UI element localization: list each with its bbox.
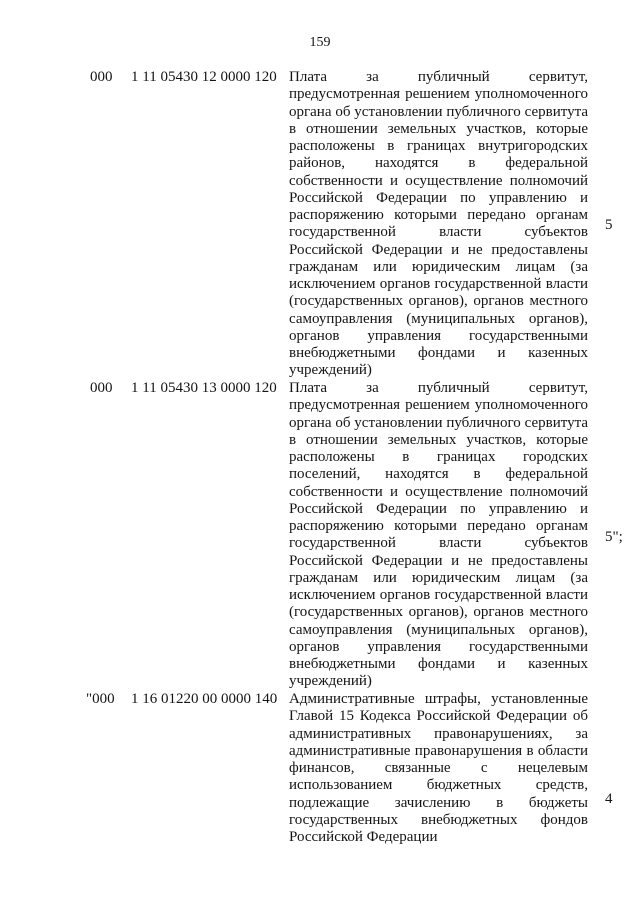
description-line: государственной власти субъектов <box>289 535 588 552</box>
description-line: Российской Федерации и не предоставлены <box>289 552 588 569</box>
description-line: органа об установлении публичного сервитута <box>289 414 588 431</box>
description-line: распоряжению которыми передано органам <box>289 207 588 223</box>
description-line: в отношении земельных участков, которые <box>289 120 588 137</box>
income-description <box>289 69 588 380</box>
income-description <box>289 380 588 691</box>
description-line: в отношении земельных участков, которые <box>289 431 588 448</box>
description-line: гражданам или юридическим лицам (за <box>289 569 588 586</box>
description-line: исключением органов государственной власти <box>289 276 588 292</box>
description-line: собственности и осуществление полномочий <box>289 172 588 189</box>
description-line: административные правонарушения в области <box>289 742 588 759</box>
description-line: Административные штрафы, установленные <box>289 691 588 707</box>
description-line: Российской Федерации и не предоставлены <box>289 241 588 258</box>
description-line: гражданам или юридическим лицам (за <box>289 258 588 275</box>
description-line: финансов, связанные с нецелевым <box>289 760 588 776</box>
description-line: Российской Федерации <box>289 829 438 845</box>
admin-code: 000 <box>90 69 113 85</box>
description-line: исключением органов государственной власти <box>289 587 588 603</box>
description-line: Плата за публичный сервитут, <box>289 69 588 85</box>
admin-code: "000 <box>86 691 115 707</box>
description-line: предусмотренная решением уполномоченного <box>289 397 588 414</box>
description-line: расположены в границах внутригородских <box>289 138 588 154</box>
kbk-code: 1 11 05430 12 0000 120 <box>131 69 277 85</box>
description-line: органов управления государственными <box>289 638 588 655</box>
description-line: учреждений) <box>289 673 372 690</box>
description-line: Главой 15 Кодекса Российской Федерации об <box>289 708 588 725</box>
page-number: 159 <box>309 35 331 50</box>
description-line: административных правонарушениях, за <box>289 725 588 742</box>
description-line: Российской Федерации по управлению и <box>289 500 588 517</box>
description-line: поселений, находятся в федеральной <box>289 466 588 483</box>
normative-percent: 4 <box>605 791 613 807</box>
description-line: самоуправления (муниципальных органов), <box>289 310 588 327</box>
description-line: (государственных органов), органов местного <box>289 293 588 310</box>
kbk-code: 1 16 01220 00 0000 140 <box>131 691 278 707</box>
description-line: государственной власти субъектов <box>289 224 588 241</box>
admin-code: 000 <box>90 380 113 396</box>
description-line: распоряжению которыми передано органам <box>289 518 588 534</box>
description-line: органа об установлении публичного сервитута <box>289 103 588 120</box>
description-line: Российской Федерации по управлению и <box>289 189 588 206</box>
description-line: (государственных органов), органов местного <box>289 604 588 621</box>
description-line: государственных внебюджетных фондов <box>289 811 588 828</box>
description-line: внебюджетными фондами и казенных <box>289 656 588 672</box>
normative-percent: 5 <box>605 217 613 233</box>
description-line: использованием бюджетных средств, <box>289 777 588 794</box>
description-line: расположены в границах городских <box>289 449 588 465</box>
normative-percent: 5"; <box>605 529 623 545</box>
description-line: районов, находятся в федеральной <box>289 155 588 172</box>
description-line: Плата за публичный сервитут, <box>289 380 588 396</box>
description-line: подлежащие зачислению в бюджеты <box>289 794 588 811</box>
income-description <box>289 691 588 846</box>
description-line: внебюджетными фондами и казенных <box>289 345 588 361</box>
description-line: собственности и осуществление полномочий <box>289 483 588 500</box>
description-line: учреждений) <box>289 362 372 379</box>
kbk-code: 1 11 05430 13 0000 120 <box>131 380 277 396</box>
description-line: предусмотренная решением уполномоченного <box>289 86 588 103</box>
description-line: самоуправления (муниципальных органов), <box>289 621 588 638</box>
description-line: органов управления государственными <box>289 327 588 344</box>
